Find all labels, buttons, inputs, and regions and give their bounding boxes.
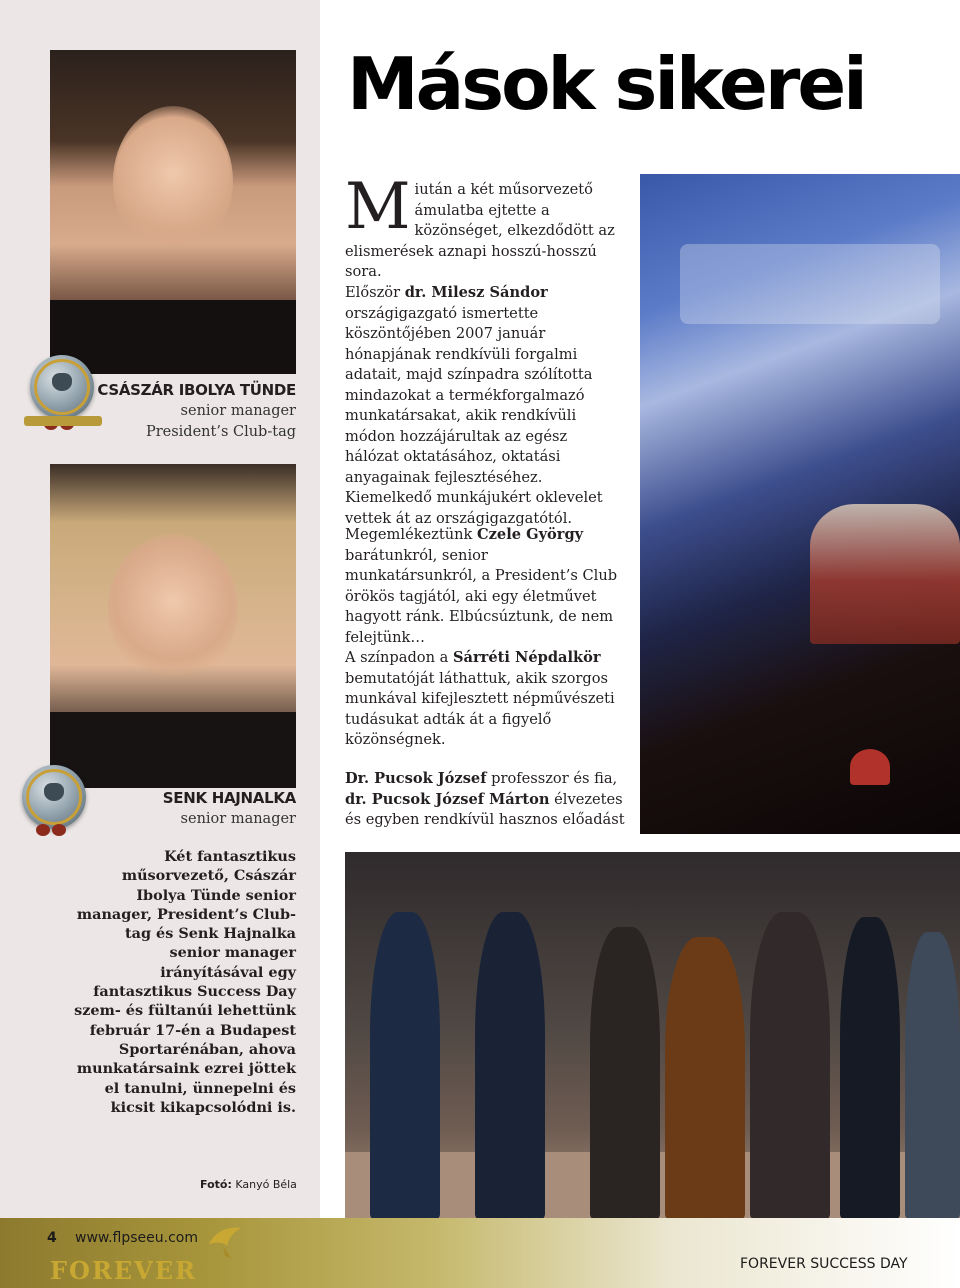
folk-dancers-group (810, 504, 960, 644)
eagle-icon (44, 783, 64, 801)
article-paragraph-4 (345, 648, 625, 751)
paragraph-text: professzor és fia, (486, 770, 618, 787)
article-paragraph-3 (345, 525, 620, 648)
award-recipient (370, 912, 440, 1220)
eagle-medal-icon (30, 355, 94, 419)
award-recipient (905, 932, 960, 1220)
paragraph-text: iután a két műsorvezető ámulatba ejtette a közönséget, elkezdődött az elismerések aznapi hosszú-hosszú sora. (345, 181, 615, 280)
profile-role: senior manager (180, 811, 296, 827)
award-recipient (475, 912, 545, 1220)
eagle-icon (52, 373, 72, 391)
stage-screen-glow (680, 244, 940, 324)
portrait-photo-csaszar-ibolya-tunde (50, 50, 296, 374)
person-name: Czele György (477, 526, 584, 543)
award-recipient (590, 927, 660, 1220)
photo-credit-name: Kanyó Béla (235, 1178, 297, 1191)
medal-ribbon-icon (52, 824, 66, 836)
article-paragraph-5 (345, 769, 635, 831)
paragraph-text: barátunkról, senior munkatársunkról, a President’s Club örökös tagjától, aki egy életművet hagyott ránk. Elbúcsúztunk, de nem felejtünk… (345, 546, 618, 646)
portrait-face (113, 106, 233, 256)
dropcap-letter: M (345, 170, 411, 244)
eagle-logo-icon (205, 1222, 245, 1262)
profile-name: SENK HAJNALKA (162, 789, 296, 807)
eagle-medal-icon (22, 765, 86, 829)
website-link[interactable]: www.flpseeu.com (75, 1230, 198, 1246)
award-ceremony-photo (345, 852, 960, 1220)
heart-decoration-icon (850, 749, 890, 785)
article-paragraph-2 (345, 283, 625, 529)
portrait-dress (50, 712, 296, 788)
photo-credit (200, 1178, 297, 1191)
paragraph-text: A színpadon a (345, 649, 453, 666)
footer-title: FOREVER SUCCESS DAY (740, 1256, 908, 1272)
medal-banner (24, 416, 102, 426)
stage-performance-photo (640, 174, 960, 834)
person-name: dr. Pucsok József Márton (345, 790, 550, 808)
portrait-dress (50, 300, 296, 374)
forever-logo: FOREVER (50, 1256, 198, 1285)
article-paragraph-1 (345, 170, 615, 283)
paragraph-text: élvezetes és egyben rendkívül hasznos előadást (345, 790, 625, 828)
profile-role: senior manager (180, 403, 296, 419)
person-name: dr. Milesz Sándor (404, 284, 548, 301)
group-name: Sárréti Népdalkör (452, 649, 601, 666)
person-name: Dr. Pucsok József (345, 770, 487, 787)
intro-paragraph: Két fantasztikus műsorvezető, Császár Ibolya Tünde senior manager, President’s Club-tag és Senk Hajnalka senior manager irányításával egy fantasztikus Success Day szem- és fültanúi lehettünk február 17-én a Budapest Sportarénában, ahova munkatársaink ezrei jöttek el tanulni, ünnepelni és kicsit kikapcsolódni is. (74, 848, 296, 1116)
medal-ribbon-icon (36, 824, 50, 836)
paragraph-text: bemutatóját láthattuk, akik szorgos munkával kifejlesztett népművészeti tudásukat adták át a figyelő közönségnek. (345, 669, 615, 748)
paragraph-text: országigazgató ismertette köszöntőjében 2007 január hónapjának rendkívüli forgalmi adatait, majd színpadra szólította mindazokat a termékforgalmazó munkatársakat, akik rendkívüli módon hozzájárultak az egész hálózat oktatásához, oktatási anyagainak fejlesztéséhez. Kiemelkedő munkájukért oklevelet vettek át az országigazgatótól. (345, 304, 603, 527)
award-recipient (840, 917, 900, 1220)
award-recipient (665, 937, 745, 1220)
profile-role: President’s Club-tag (145, 424, 296, 440)
photo-credit-label: Fotó: (200, 1178, 232, 1191)
portrait-face (108, 534, 238, 684)
profile-name: CSÁSZÁR IBOLYA TÜNDE (97, 381, 296, 399)
page-title: Mások sikerei (347, 42, 865, 126)
award-recipient (750, 912, 830, 1220)
paragraph-text: Először (345, 284, 405, 301)
paragraph-text: Megemlékeztünk (345, 526, 478, 543)
portrait-photo-senk-hajnalka (50, 464, 296, 788)
page-number: 4 (47, 1230, 57, 1246)
